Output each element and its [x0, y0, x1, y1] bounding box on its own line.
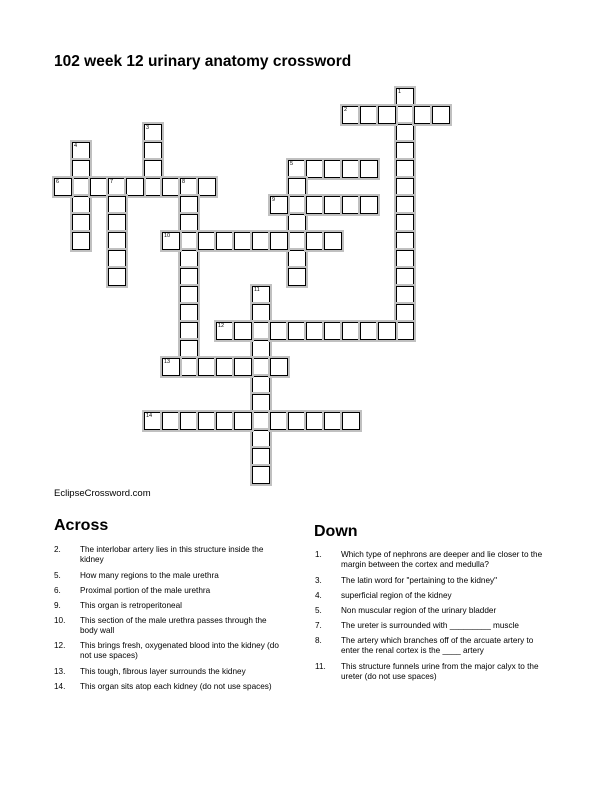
grid-cell[interactable]: [180, 178, 198, 196]
grid-cell[interactable]: [108, 178, 126, 196]
clue-number-label: 4: [74, 143, 78, 149]
grid-cell[interactable]: [306, 232, 324, 250]
grid-cell[interactable]: [324, 160, 342, 178]
grid-cell[interactable]: [54, 178, 72, 196]
clue-text: The artery which branches off of the arcuate artery to enter the renal cortex is the ____ artery: [341, 636, 534, 655]
grid-cell[interactable]: [396, 178, 414, 196]
grid-cell[interactable]: [144, 160, 162, 178]
grid-cell[interactable]: [378, 322, 396, 340]
grid-cell[interactable]: [180, 268, 198, 286]
grid-cell[interactable]: [108, 268, 126, 286]
down-clue: [315, 662, 550, 684]
grid-cell[interactable]: [252, 412, 270, 430]
grid-cell[interactable]: [198, 178, 216, 196]
grid-cell[interactable]: [216, 358, 234, 376]
clue-number-label: 1: [398, 89, 402, 95]
clue-number: 11.: [315, 662, 326, 671]
grid-cell[interactable]: [396, 106, 414, 124]
grid-cell[interactable]: [72, 232, 90, 250]
grid-cell[interactable]: [396, 286, 414, 304]
grid-cell[interactable]: [252, 358, 270, 376]
grid-cell[interactable]: [396, 322, 414, 340]
grid-cell[interactable]: [234, 412, 252, 430]
clue-number-label: 9: [272, 197, 276, 203]
clue-text: superficial region of the kidney: [341, 591, 452, 600]
clue-number: 2.: [54, 545, 61, 554]
grid-cell[interactable]: [396, 196, 414, 214]
clue-number-label: 5: [290, 161, 294, 167]
grid-cell[interactable]: [180, 340, 198, 358]
grid-cell[interactable]: [396, 232, 414, 250]
grid-cell[interactable]: [252, 232, 270, 250]
across-clue: [54, 641, 286, 663]
grid-cell[interactable]: [324, 412, 342, 430]
clue-number: 3.: [315, 576, 322, 585]
grid-cell[interactable]: [396, 268, 414, 286]
clue-number-label: 7: [110, 179, 114, 185]
clue-number: 9.: [54, 601, 61, 610]
across-clue: [54, 586, 286, 598]
grid-cell[interactable]: [306, 412, 324, 430]
grid-cell[interactable]: [306, 322, 324, 340]
down-clue: [315, 576, 550, 588]
grid-cell[interactable]: [180, 304, 198, 322]
grid-cell[interactable]: [180, 250, 198, 268]
grid-cell[interactable]: [288, 268, 306, 286]
clue-text: This structure funnels urine from the major calyx to the ureter (do not use spaces): [341, 662, 539, 681]
across-clue: [54, 601, 286, 613]
grid-cell[interactable]: [180, 286, 198, 304]
grid-cell[interactable]: [288, 196, 306, 214]
grid-cell[interactable]: [72, 160, 90, 178]
grid-cell[interactable]: [396, 160, 414, 178]
grid-cell[interactable]: [108, 232, 126, 250]
clue-number: 12.: [54, 641, 66, 650]
grid-cell[interactable]: [108, 196, 126, 214]
grid-cell[interactable]: [396, 250, 414, 268]
grid-cell[interactable]: [252, 466, 270, 484]
grid-cell[interactable]: [162, 178, 180, 196]
grid-cell[interactable]: [144, 178, 162, 196]
across-clue: [54, 545, 286, 567]
clue-number: 10.: [54, 616, 66, 625]
grid-cell[interactable]: [234, 322, 252, 340]
grid-cell[interactable]: [396, 88, 414, 106]
grid-cell[interactable]: [72, 142, 90, 160]
across-clue: [54, 667, 286, 679]
grid-cell[interactable]: [108, 250, 126, 268]
grid-cell[interactable]: [324, 322, 342, 340]
grid-cell[interactable]: [126, 178, 144, 196]
grid-cell[interactable]: [90, 178, 108, 196]
clue-number: 4.: [315, 591, 322, 600]
clue-text: The latin word for "pertaining to the kidney": [341, 576, 498, 585]
grid-cell[interactable]: [270, 232, 288, 250]
grid-cell[interactable]: [270, 412, 288, 430]
grid-cell[interactable]: [144, 412, 162, 430]
clue-number-label: 2: [344, 107, 348, 113]
grid-cell[interactable]: [270, 196, 288, 214]
clue-number-label: 12: [218, 323, 225, 329]
grid-cell[interactable]: [378, 106, 396, 124]
grid-cell[interactable]: [396, 124, 414, 142]
grid-cell[interactable]: [414, 106, 432, 124]
clue-number-label: 11: [254, 287, 260, 293]
grid-cell[interactable]: [432, 106, 450, 124]
clue-number: 6.: [54, 586, 61, 595]
clue-number: 5.: [315, 606, 322, 615]
grid-cell[interactable]: [270, 358, 288, 376]
down-clue: [315, 550, 550, 572]
grid-cell[interactable]: [270, 322, 288, 340]
grid-cell[interactable]: [252, 376, 270, 394]
down-clue: [315, 621, 550, 633]
clue-number-label: 10: [164, 233, 171, 239]
grid-cell[interactable]: [306, 160, 324, 178]
grid-cell[interactable]: [252, 430, 270, 448]
grid-cell[interactable]: [198, 412, 216, 430]
grid-cell[interactable]: [288, 412, 306, 430]
grid-cell[interactable]: [252, 304, 270, 322]
grid-cell[interactable]: [216, 412, 234, 430]
clue-number-label: 6: [56, 179, 60, 185]
grid-cell[interactable]: [162, 232, 180, 250]
clue-number: 1.: [315, 550, 322, 559]
grid-cell[interactable]: [72, 196, 90, 214]
grid-cell[interactable]: [252, 340, 270, 358]
grid-cell[interactable]: [306, 196, 324, 214]
grid-cell[interactable]: [396, 214, 414, 232]
clue-text: Which type of nephrons are deeper and lie closer to the margin between the cortex and medulla?: [341, 550, 543, 569]
credit-text: EclipseCrossword.com: [54, 488, 151, 499]
grid-cell[interactable]: [342, 322, 360, 340]
grid-cell[interactable]: [342, 412, 360, 430]
grid-cell[interactable]: [288, 178, 306, 196]
clue-text: This section of the male urethra passes through the body wall: [80, 616, 267, 635]
grid-cell[interactable]: [360, 160, 378, 178]
across-clue: [54, 682, 286, 704]
grid-cell[interactable]: [180, 232, 198, 250]
down-clue: [315, 636, 550, 658]
grid-cell[interactable]: [180, 358, 198, 376]
grid-cell[interactable]: [342, 196, 360, 214]
grid-cell[interactable]: [216, 232, 234, 250]
grid-cell[interactable]: [360, 322, 378, 340]
clue-number: 7.: [315, 621, 322, 630]
grid-cell[interactable]: [342, 106, 360, 124]
grid-cell[interactable]: [234, 358, 252, 376]
clue-text: This tough, fibrous layer surrounds the kidney: [80, 667, 246, 676]
grid-cell[interactable]: [72, 214, 90, 232]
grid-cell[interactable]: [180, 196, 198, 214]
clue-number: 14.: [54, 682, 66, 691]
grid-cell[interactable]: [144, 142, 162, 160]
across-heading: Across: [54, 517, 109, 534]
grid-cell[interactable]: [252, 394, 270, 412]
clue-number-label: 3: [146, 125, 150, 131]
clue-text: This organ sits atop each kidney (do not use spaces): [80, 682, 272, 691]
clue-text: This brings fresh, oxygenated blood into the kidney (do not use spaces): [80, 641, 279, 660]
grid-cell[interactable]: [144, 124, 162, 142]
grid-cell[interactable]: [288, 214, 306, 232]
grid-cell[interactable]: [342, 160, 360, 178]
grid-cell[interactable]: [396, 142, 414, 160]
grid-cell[interactable]: [198, 358, 216, 376]
grid-cell[interactable]: [162, 412, 180, 430]
clue-number-label: 8: [182, 179, 186, 185]
across-clue: [54, 571, 286, 583]
grid-cell[interactable]: [72, 178, 90, 196]
clue-number-label: 14: [146, 413, 153, 419]
clue-number-label: 13: [164, 359, 171, 365]
clue-text: The interlobar artery lies in this structure inside the kidney: [80, 545, 264, 564]
grid-cell[interactable]: [216, 322, 234, 340]
down-clue: [315, 606, 550, 618]
down-clue: [315, 591, 550, 603]
grid-cell[interactable]: [252, 448, 270, 466]
grid-cell[interactable]: [180, 214, 198, 232]
grid-cell[interactable]: [162, 358, 180, 376]
clue-text: This organ is retroperitoneal: [80, 601, 182, 610]
grid-cell[interactable]: [288, 322, 306, 340]
clue-text: The ureter is surrounded with _________ muscle: [341, 621, 519, 630]
grid-cell[interactable]: [198, 232, 216, 250]
grid-cell[interactable]: [252, 286, 270, 304]
grid-cell[interactable]: [180, 322, 198, 340]
grid-cell[interactable]: [324, 196, 342, 214]
down-heading: Down: [314, 523, 358, 540]
grid-cell[interactable]: [324, 232, 342, 250]
grid-cell[interactable]: [288, 160, 306, 178]
grid-cell[interactable]: [288, 232, 306, 250]
grid-cell[interactable]: [360, 106, 378, 124]
clue-text: Non muscular region of the urinary bladder: [341, 606, 497, 615]
grid-cell[interactable]: [360, 196, 378, 214]
clue-number: 13.: [54, 667, 66, 676]
grid-cell[interactable]: [180, 412, 198, 430]
grid-cell[interactable]: [396, 304, 414, 322]
grid-cell[interactable]: [252, 322, 270, 340]
across-clue: [54, 616, 286, 638]
page-title: 102 week 12 urinary anatomy crossword: [54, 53, 352, 70]
clue-text: Proximal portion of the male urethra: [80, 586, 211, 595]
grid-cell[interactable]: [288, 250, 306, 268]
clue-number: 5.: [54, 571, 61, 580]
grid-cell[interactable]: [234, 232, 252, 250]
grid-cell[interactable]: [108, 214, 126, 232]
clue-text: How many regions to the male urethra: [80, 571, 219, 580]
clue-number: 8.: [315, 636, 322, 645]
